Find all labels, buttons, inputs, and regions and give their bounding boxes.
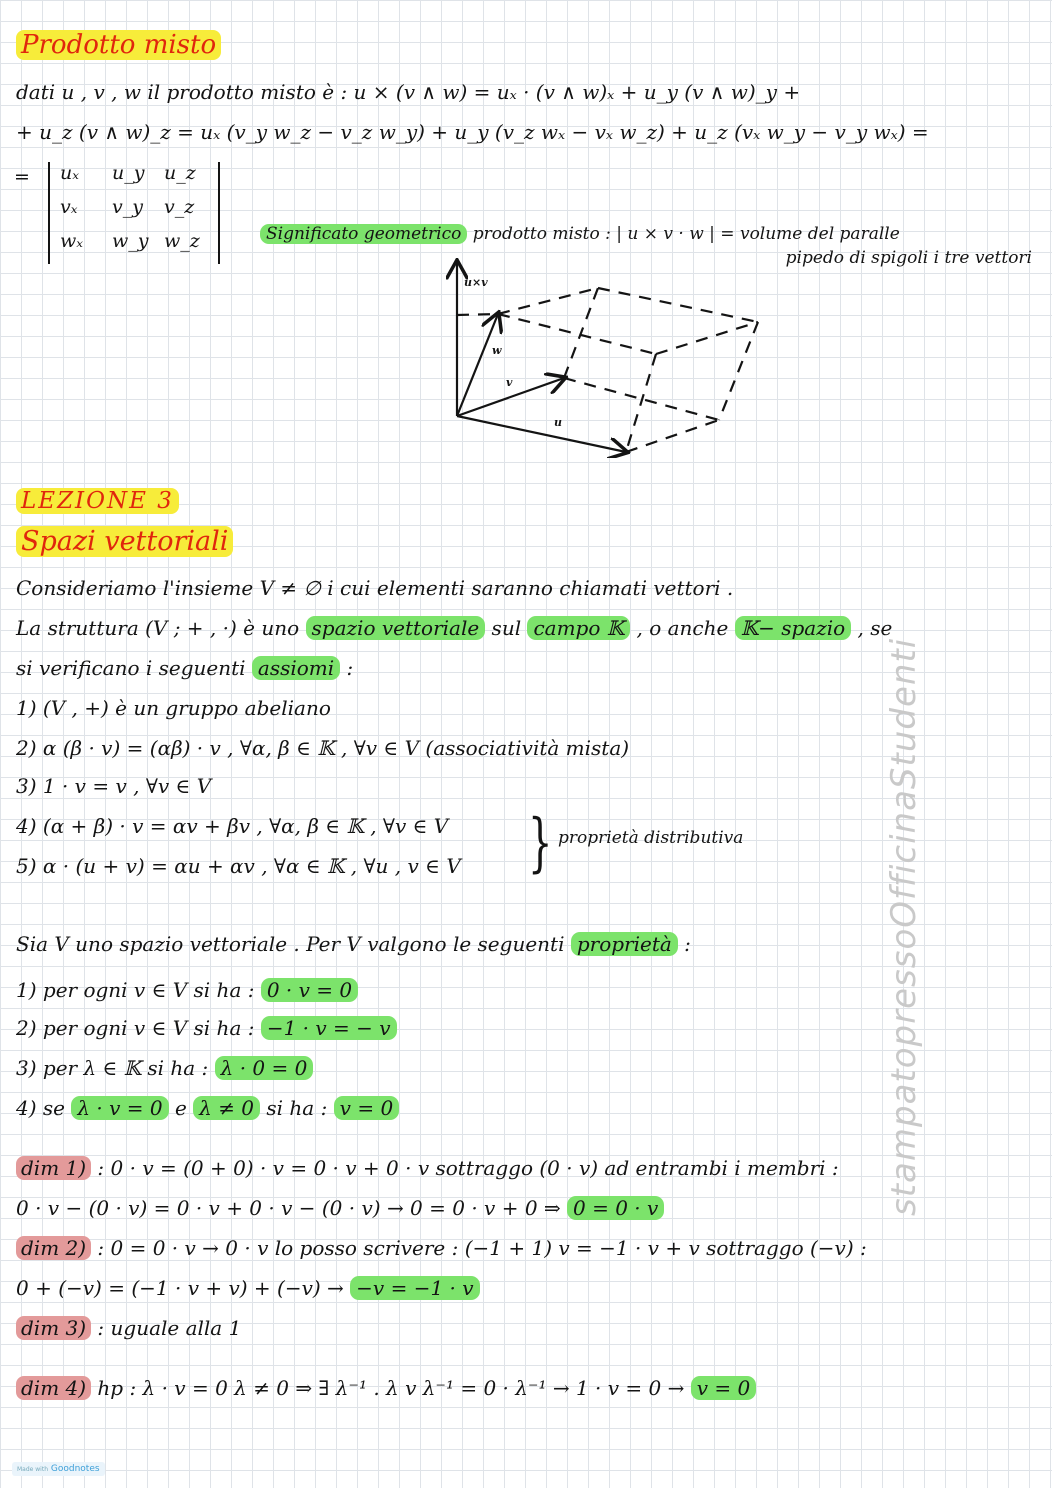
matrix-grid — [60, 162, 216, 264]
highlight-k-spazio: 𝕂− spazio — [735, 616, 851, 640]
property-3: 3) per λ ∈ 𝕂 si ha : λ · 0 = 0 — [16, 1054, 313, 1082]
proof-2-label: dim 2) — [16, 1236, 91, 1260]
vector-space-structure: La struttura (V ; + , ·) è uno spazio vettoriale sul campo 𝕂 , o anche 𝕂− spazio , se — [16, 616, 893, 640]
distributive-label: proprietà distributiva — [558, 828, 744, 848]
proof-4: dim 4) hp : λ · v = 0 λ ≠ 0 ⇒ ∃ λ⁻¹ . λ v λ⁻¹ = 0 · λ⁻¹ → 1 · v = 0 → v = 0 — [16, 1374, 756, 1402]
proof-2-line-1: dim 2) : 0 = 0 · v → 0 · v lo posso scrivere : (−1 + 1) v = −1 · v + v sottraggo (−v) : — [16, 1234, 867, 1262]
section-title-spazi-vettoriali: Spazi vettoriali — [16, 526, 233, 557]
axiom-2: 2) α (β · v) = (αβ) · v , ∀α, β ∈ 𝕂 , ∀v ∈ V (associatività mista) — [16, 736, 630, 760]
properties-intro: Sia V uno spazio vettoriale . Per V valgono le seguenti proprietà : — [16, 932, 691, 956]
axioms-intro: si verificano i seguenti assiomi : — [16, 656, 354, 680]
axiom-1: 1) (V , +) è un gruppo abeliano — [16, 696, 331, 720]
geometric-meaning-text-1: prodotto misto : | u × v · w | = volume del paralle — [467, 224, 900, 244]
edge — [719, 322, 758, 420]
highlight-property-3: λ · 0 = 0 — [215, 1056, 314, 1080]
edge — [457, 314, 498, 315]
highlight-campo-k: campo 𝕂 — [527, 616, 630, 640]
proof-1-line-2: 0 · v − (0 · v) = 0 · v + 0 · v − (0 · v) → 0 = 0 · v + 0 ⇒ 0 = 0 · v — [16, 1194, 664, 1222]
proof-2-line-2: 0 + (−v) = (−1 · v + v) + (−v) → −v = −1 · v — [16, 1274, 480, 1302]
proof-1-line-1: dim 1) : 0 · v = (0 + 0) · v = 0 · v + 0 · v sottraggo (0 · v) ad entrambi i membri : — [16, 1154, 839, 1182]
edge — [498, 288, 598, 314]
property-2: 2) per ogni v ∈ V si ha : −1 · v = − v — [16, 1014, 397, 1042]
property-1: 1) per ogni v ∈ V si ha : 0 · v = 0 — [16, 976, 358, 1004]
highlight-proof-1: 0 = 0 · v — [567, 1196, 664, 1220]
vector-w-arrow — [457, 314, 498, 416]
matrix-cell: u_z — [164, 162, 196, 184]
property-4: 4) se λ · v = 0 e λ ≠ 0 si ha : v = 0 — [16, 1094, 399, 1122]
determinant-bar-left — [48, 162, 50, 264]
highlight-assiomi: assiomi — [252, 656, 340, 680]
geometric-meaning-text-2: pipedo di spigoli i tre vettori — [785, 248, 1032, 268]
matrix-cell: vₓ — [60, 196, 78, 218]
determinant-bar-right — [218, 162, 220, 264]
proof-3-label: dim 3) — [16, 1316, 91, 1340]
vector-space-intro: Consideriamo l'insieme V ≠ ∅ i cui elementi saranno chiamati vettori . — [16, 576, 734, 600]
highlight-proof-2: −v = −1 · v — [350, 1276, 479, 1300]
edge — [498, 314, 656, 354]
matrix-cell: w_z — [164, 230, 200, 252]
edge — [626, 354, 656, 452]
edge — [626, 420, 719, 452]
label-uxv: u×v — [464, 276, 488, 289]
highlight-property-1: 0 · v = 0 — [261, 978, 358, 1002]
matrix-cell: wₓ — [60, 230, 84, 252]
matrix-cell: uₓ — [60, 162, 79, 184]
triple-product-line-1: dati u , v , w il prodotto misto è : u × (v ∧ w) = uₓ · (v ∧ w)ₓ + u_y (v ∧ w)_y + — [16, 80, 801, 104]
highlight-spazio-vettoriale: spazio vettoriale — [306, 616, 486, 640]
highlight-property-4c: v = 0 — [334, 1096, 400, 1120]
lesson-title: LEZIONE 3 — [16, 488, 179, 514]
distributive-brace: } — [528, 806, 553, 880]
geometric-meaning-label: Significato geometrico — [260, 224, 467, 244]
label-v: v — [506, 376, 513, 389]
edge — [598, 288, 758, 322]
matrix-cell: u_y — [112, 162, 145, 184]
goodnotes-badge: Made with Goodnotes — [12, 1462, 105, 1476]
edge — [656, 322, 758, 354]
watermark: stampatopressoOfficinaStudenti — [884, 637, 924, 1216]
highlight-property-4a: λ · v = 0 — [71, 1096, 168, 1120]
label-w: w — [492, 344, 502, 357]
triple-product-line-2: + u_z (v ∧ w)_z = uₓ (v_y w_z − v_z w_y) + u_y (v_z wₓ − vₓ w_z) + u_z (vₓ w_y − v_y wₓ) = — [16, 120, 929, 144]
axiom-5: 5) α · (u + v) = αu + αv , ∀α ∈ 𝕂 , ∀u , v ∈ V — [16, 854, 461, 878]
parallelepiped-diagram — [440, 258, 780, 458]
highlight-property-4b: λ ≠ 0 — [193, 1096, 260, 1120]
proof-4-label: dim 4) — [16, 1376, 91, 1400]
matrix-cell: v_y — [112, 196, 143, 218]
vector-u-arrow — [457, 416, 626, 452]
matrix-cell: w_y — [112, 230, 149, 252]
matrix-cell: v_z — [164, 196, 195, 218]
section-title-prodotto-misto: Prodotto misto — [16, 30, 221, 60]
proof-1-label: dim 1) — [16, 1156, 91, 1180]
proof-3: dim 3) : uguale alla 1 — [16, 1314, 241, 1342]
axiom-3: 3) 1 · v = v , ∀v ∈ V — [16, 774, 212, 798]
equals-sign: = — [14, 166, 30, 188]
highlight-property-2: −1 · v = − v — [261, 1016, 397, 1040]
label-u: u — [554, 416, 562, 429]
highlight-proof-4: v = 0 — [691, 1376, 757, 1400]
axiom-4: 4) (α + β) · v = αv + βv , ∀α, β ∈ 𝕂 , ∀v ∈ V — [16, 814, 449, 838]
highlight-proprieta: proprietà — [571, 932, 678, 956]
